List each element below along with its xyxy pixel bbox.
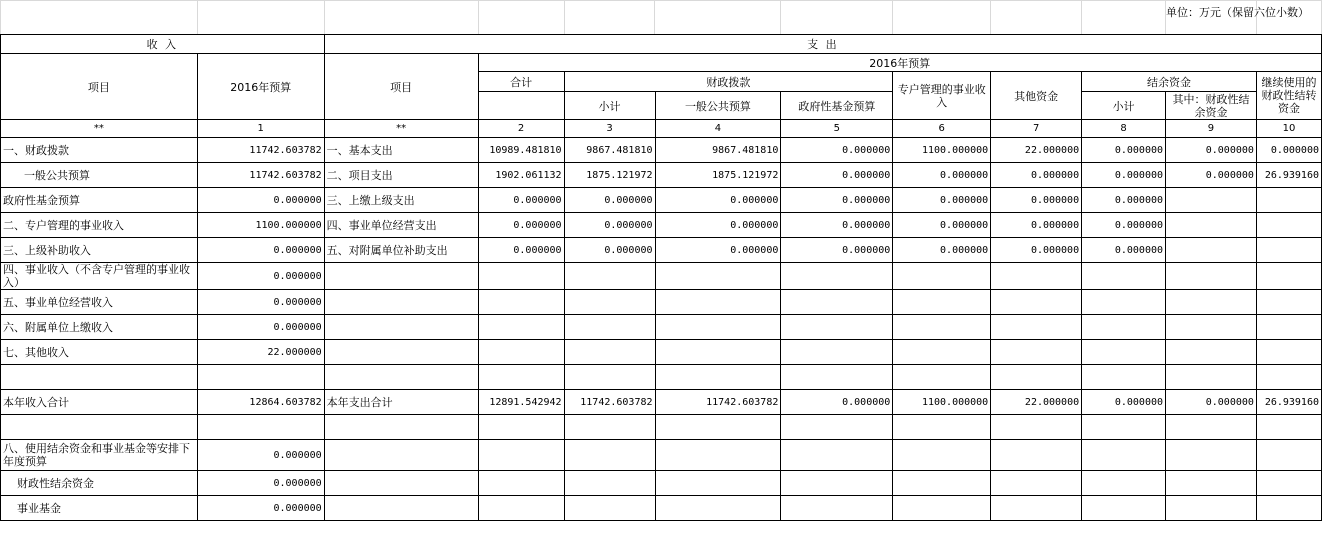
value-cell[interactable]: 0.000000 [991,163,1082,188]
value-cell[interactable]: 0.000000 [781,138,893,163]
table-row [1,163,1322,188]
value-cell[interactable] [564,471,655,496]
table-row [1,496,1322,521]
cell[interactable] [1082,1,1166,35]
value-cell[interactable]: 0.000000 [197,471,324,496]
income-budget-header: 2016年预算 [197,54,324,120]
index-cell: 4 [655,120,781,138]
value-cell[interactable] [991,471,1082,496]
table-row [1,290,1322,315]
value-cell[interactable] [991,315,1082,340]
value-cell[interactable] [564,290,655,315]
expense-item-cell[interactable] [324,415,478,440]
value-cell[interactable] [893,471,991,496]
income-item-cell[interactable]: 政府性基金预算 [1,188,198,213]
value-cell[interactable]: 0.000000 [1082,390,1166,415]
value-cell[interactable]: 0.000000 [1082,188,1166,213]
value-cell[interactable]: 26.939160 [1256,163,1321,188]
value-cell[interactable]: 10989.481810 [478,138,564,163]
budget-group-header: 2016年预算 [478,54,1321,72]
value-cell[interactable]: 0.000000 [781,213,893,238]
income-item-cell[interactable]: 二、专户管理的事业收入 [1,213,198,238]
value-cell[interactable]: 0.000000 [781,188,893,213]
value-cell[interactable] [478,440,564,471]
value-cell[interactable]: 0.000000 [1082,138,1166,163]
table-row [1,188,1322,213]
value-cell[interactable]: 0.000000 [1166,390,1257,415]
value-cell[interactable] [781,365,893,390]
value-cell[interactable]: 0.000000 [478,238,564,263]
value-cell[interactable] [1166,188,1257,213]
unit-note: 单位：万元（保留六位小数） [1166,6,1309,19]
table-row [1,390,1322,415]
table-row [1,340,1322,365]
value-cell[interactable]: 0.000000 [781,163,893,188]
value-cell[interactable] [564,440,655,471]
expense-item-cell[interactable] [324,496,478,521]
table-row [1,315,1322,340]
value-cell[interactable]: 0.000000 [991,213,1082,238]
expense-item-cell[interactable] [324,263,478,290]
income-item-cell[interactable] [1,415,198,440]
value-cell[interactable]: 0.000000 [781,390,893,415]
value-cell[interactable] [655,440,781,471]
value-cell[interactable]: 0.000000 [197,238,324,263]
value-cell[interactable] [1082,415,1166,440]
value-cell[interactable]: 26.939160 [1256,390,1321,415]
index-cell: 10 [1256,120,1321,138]
surplus-sub-header: 小计 [1082,92,1166,120]
value-cell[interactable]: 0.000000 [1082,163,1166,188]
value-cell[interactable]: 11742.603782 [197,138,324,163]
value-cell[interactable] [1256,496,1321,521]
value-cell[interactable] [1082,290,1166,315]
value-cell[interactable] [478,290,564,315]
value-cell[interactable]: 1100.000000 [893,390,991,415]
value-cell[interactable] [1082,263,1166,290]
expense-item-cell[interactable] [324,340,478,365]
value-cell[interactable] [1256,238,1321,263]
income-item-cell[interactable]: 八、使用结余资金和事业基金等安排下年度预算 [1,440,198,471]
expense-item-cell[interactable]: 本年支出合计 [324,390,478,415]
value-cell[interactable] [655,415,781,440]
value-cell[interactable] [564,263,655,290]
value-cell[interactable] [1256,290,1321,315]
value-cell[interactable] [1166,238,1257,263]
value-cell[interactable] [1166,365,1257,390]
value-cell[interactable] [564,340,655,365]
value-cell[interactable] [1256,315,1321,340]
value-cell[interactable]: 11742.603782 [564,390,655,415]
value-cell[interactable] [893,263,991,290]
income-item-cell[interactable]: 财政性结余资金 [1,471,198,496]
surplus-header: 结余资金 [1082,72,1257,92]
value-cell[interactable]: 0.000000 [893,188,991,213]
value-cell[interactable]: 0.000000 [781,238,893,263]
other-header: 其他资金 [991,72,1082,120]
value-cell[interactable] [781,315,893,340]
value-cell[interactable] [893,496,991,521]
fiscal-header: 财政拨款 [564,72,893,92]
value-cell[interactable]: 0.000000 [991,238,1082,263]
income-header: 收 入 [1,35,325,54]
value-cell[interactable] [781,471,893,496]
income-item-header: 项目 [1,54,198,120]
expense-item-cell[interactable] [324,290,478,315]
value-cell[interactable]: 12891.542942 [478,390,564,415]
budget-table [0,34,1322,521]
cell[interactable] [197,1,324,35]
expense-item-cell[interactable]: 二、项目支出 [324,163,478,188]
value-cell[interactable] [991,365,1082,390]
sub-header: 小计 [564,92,655,120]
table-row [1,213,1322,238]
value-cell[interactable] [991,496,1082,521]
value-cell[interactable] [781,340,893,365]
income-item-cell[interactable]: 五、事业单位经营收入 [1,290,198,315]
expense-item-cell[interactable] [324,440,478,471]
value-cell[interactable] [655,471,781,496]
value-cell[interactable]: 0.000000 [197,315,324,340]
total-sub-blank [478,92,564,120]
income-item-cell[interactable]: 六、附属单位上缴收入 [1,315,198,340]
value-cell[interactable] [781,496,893,521]
value-cell[interactable] [478,263,564,290]
value-cell[interactable]: 0.000000 [893,163,991,188]
cell[interactable] [1,1,198,35]
value-cell[interactable]: 9867.481810 [564,138,655,163]
value-cell[interactable]: 0.000000 [1166,138,1257,163]
value-cell[interactable] [655,263,781,290]
income-item-cell[interactable]: 四、事业收入（不含专户管理的事业收入） [1,263,198,290]
value-cell[interactable]: 0.000000 [197,496,324,521]
index-cell: 3 [564,120,655,138]
index-cell: 7 [991,120,1082,138]
value-cell[interactable] [781,290,893,315]
value-cell[interactable]: 11742.603782 [655,390,781,415]
value-cell[interactable]: 0.000000 [564,213,655,238]
value-cell[interactable] [655,365,781,390]
value-cell[interactable] [1256,263,1321,290]
value-cell[interactable] [1082,471,1166,496]
value-cell[interactable]: 0.000000 [197,440,324,471]
value-cell[interactable] [655,496,781,521]
value-cell[interactable] [893,315,991,340]
value-cell[interactable] [893,290,991,315]
income-item-cell[interactable]: 本年收入合计 [1,390,198,415]
special-header: 专户管理的事业收入 [893,72,991,120]
expense-item-header: 项目 [324,54,478,120]
expense-item-cell[interactable] [324,315,478,340]
expense-item-cell[interactable] [324,365,478,390]
value-cell[interactable]: 0.000000 [1256,138,1321,163]
income-item-cell[interactable]: 一、财政拨款 [1,138,198,163]
value-cell[interactable]: 0.000000 [478,213,564,238]
table-row [1,440,1322,471]
expense-item-cell[interactable]: 三、上缴上级支出 [324,188,478,213]
value-cell[interactable]: 0.000000 [1082,238,1166,263]
index-cell: 9 [1166,120,1257,138]
value-cell[interactable] [991,415,1082,440]
value-cell[interactable] [655,340,781,365]
continue-header: 继续使用的财政性结转资金 [1256,72,1321,120]
value-cell[interactable] [1166,213,1257,238]
value-cell[interactable]: 0.000000 [478,188,564,213]
value-cell[interactable] [478,471,564,496]
value-cell[interactable] [1166,290,1257,315]
value-cell[interactable] [1256,471,1321,496]
cell[interactable] [655,1,781,35]
value-cell[interactable] [478,365,564,390]
value-cell[interactable] [1256,340,1321,365]
value-cell[interactable] [991,290,1082,315]
value-cell[interactable] [1082,315,1166,340]
value-cell[interactable] [1166,315,1257,340]
index-row [1,120,1322,138]
value-cell[interactable] [564,496,655,521]
general-header: 一般公共预算 [655,92,781,120]
value-cell[interactable] [1256,213,1321,238]
value-cell[interactable] [991,340,1082,365]
value-cell[interactable] [655,290,781,315]
value-cell[interactable] [1256,188,1321,213]
index-cell: 6 [893,120,991,138]
expense-item-cell[interactable] [324,471,478,496]
income-item-cell[interactable]: 一般公共预算 [1,163,198,188]
index-cell: 8 [1082,120,1166,138]
value-cell[interactable] [991,263,1082,290]
value-cell[interactable] [1166,415,1257,440]
cell[interactable] [893,1,991,35]
value-cell[interactable] [197,365,324,390]
value-cell[interactable]: 0.000000 [655,238,781,263]
index-cell: 5 [781,120,893,138]
value-cell[interactable]: 0.000000 [893,213,991,238]
value-cell[interactable]: 1902.061132 [478,163,564,188]
value-cell[interactable]: 1100.000000 [893,138,991,163]
income-item-cell[interactable]: 事业基金 [1,496,198,521]
table-row [1,471,1322,496]
value-cell[interactable]: 22.000000 [991,138,1082,163]
value-cell[interactable] [478,315,564,340]
value-cell[interactable] [564,365,655,390]
value-cell[interactable] [478,415,564,440]
value-cell[interactable] [1256,365,1321,390]
value-cell[interactable] [564,415,655,440]
value-cell[interactable] [1082,365,1166,390]
income-item-cell[interactable]: 七、其他收入 [1,340,198,365]
value-cell[interactable] [893,365,991,390]
cell[interactable] [564,1,655,35]
value-cell[interactable]: 12864.603782 [197,390,324,415]
value-cell[interactable] [1082,440,1166,471]
value-cell[interactable] [781,263,893,290]
value-cell[interactable]: 0.000000 [1166,163,1257,188]
value-cell[interactable]: 1100.000000 [197,213,324,238]
expense-item-cell[interactable]: 一、基本支出 [324,138,478,163]
value-cell[interactable]: 11742.603782 [197,163,324,188]
surplus-fiscal-header: 其中：财政性结余资金 [1166,92,1257,120]
index-cell: ** [324,120,478,138]
value-cell[interactable] [781,440,893,471]
value-cell[interactable]: 1875.121972 [564,163,655,188]
value-cell[interactable] [781,415,893,440]
income-item-cell[interactable]: 三、上级补助收入 [1,238,198,263]
value-cell[interactable] [1256,440,1321,471]
cell[interactable] [991,1,1082,35]
value-cell[interactable]: 0.000000 [197,290,324,315]
value-cell[interactable] [1256,415,1321,440]
table-row [1,365,1322,390]
index-cell: ** [1,120,198,138]
value-cell[interactable] [655,315,781,340]
value-cell[interactable] [1082,340,1166,365]
value-cell[interactable]: 22.000000 [197,340,324,365]
value-cell[interactable] [893,440,991,471]
value-cell[interactable] [478,496,564,521]
value-cell[interactable]: 0.000000 [893,238,991,263]
table-row [1,238,1322,263]
expense-header: 支 出 [324,35,1321,54]
index-cell: 2 [478,120,564,138]
value-cell[interactable]: 0.000000 [1082,213,1166,238]
value-cell[interactable] [478,340,564,365]
value-cell[interactable]: 0.000000 [197,263,324,290]
value-cell[interactable] [1166,496,1257,521]
value-cell[interactable]: 0.000000 [197,188,324,213]
value-cell[interactable]: 0.000000 [991,188,1082,213]
value-cell[interactable]: 1875.121972 [655,163,781,188]
table-row [1,138,1322,163]
value-cell[interactable]: 0.000000 [655,188,781,213]
expense-item-cell[interactable]: 五、对附属单位补助支出 [324,238,478,263]
table-row [1,263,1322,290]
value-cell[interactable] [1166,440,1257,471]
gov-fund-header: 政府性基金预算 [781,92,893,120]
value-cell[interactable]: 9867.481810 [655,138,781,163]
table-row [1,415,1322,440]
value-cell[interactable] [893,415,991,440]
cell[interactable] [781,1,893,35]
income-item-cell[interactable] [1,365,198,390]
cell[interactable] [478,1,564,35]
value-cell[interactable] [1082,496,1166,521]
value-cell[interactable]: 0.000000 [655,213,781,238]
cell[interactable] [324,1,478,35]
value-cell[interactable] [893,340,991,365]
value-cell[interactable]: 22.000000 [991,390,1082,415]
value-cell[interactable] [1166,263,1257,290]
expense-item-cell[interactable]: 四、事业单位经营支出 [324,213,478,238]
value-cell[interactable] [1166,340,1257,365]
value-cell[interactable] [991,440,1082,471]
value-cell[interactable] [197,415,324,440]
value-cell[interactable]: 0.000000 [564,238,655,263]
top-blank-row [0,0,1322,35]
index-cell: 1 [197,120,324,138]
value-cell[interactable]: 0.000000 [564,188,655,213]
total-header: 合计 [478,72,564,92]
value-cell[interactable] [564,315,655,340]
value-cell[interactable] [1166,471,1257,496]
